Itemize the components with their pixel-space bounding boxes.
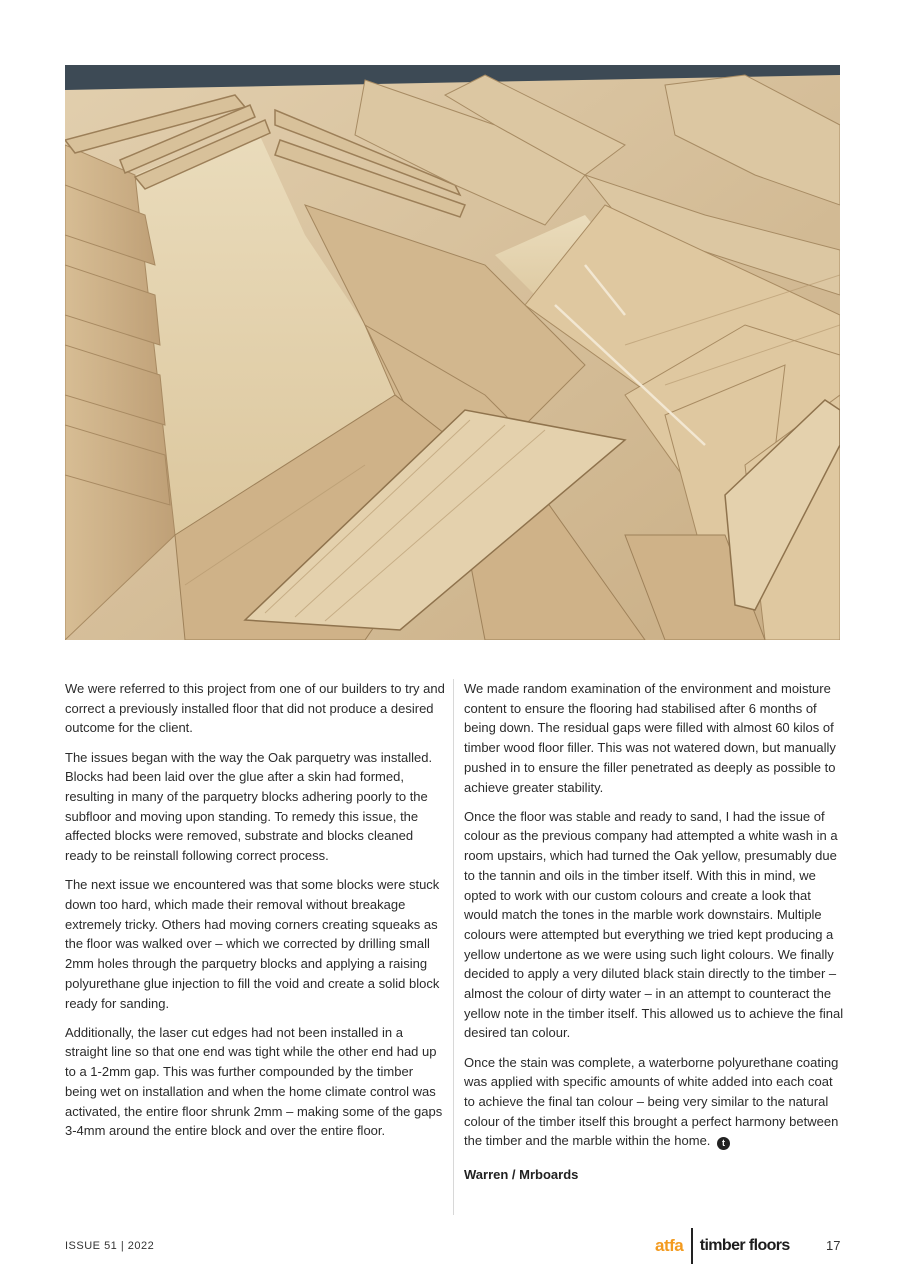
- column-divider: [453, 679, 454, 1215]
- timber-floors-logo-text: timber floors: [699, 1237, 790, 1254]
- article-paragraph-text: Once the stain was complete, a waterborne polyurethane coating was applied with specific amounts of white added into each coat to achieve the final tan colour – being very similar to the natural colour of the timber itself this brought a perfect harmony between the timber and the marble within the home.: [464, 1054, 839, 1149]
- page-number: 17: [826, 1238, 841, 1253]
- article-paragraph: The next issue we encountered was that some blocks were stuck down too hard, which made their removal without breakage extremely tricky. Others had moving corners creating squeaks as the floor was walked over – which we corrected by drilling small 2mm holes through the parquetry blocks and applying a raising polyurethane glue injection to fill the void and create a solid block ready for sanding.: [65, 877, 440, 1011]
- magazine-logo: [655, 1228, 790, 1264]
- floor-photo: [65, 65, 840, 640]
- end-mark-icon: t: [717, 1137, 730, 1150]
- article-paragraph: We made random examination of the environment and moisture content to ensure the flooring had stabilised after 6 months of being down. The residual gaps were filled with almost 60 kilos of timber wood floor filler. This was not watered down, but manually pushed in to ensure the filler penetrated as deeply as possible to achieve greater stability.: [464, 681, 836, 795]
- article-paragraph: We were referred to this project from one of our builders to try and correct a previously installed floor that did not produce a desired outcome for the client.: [65, 681, 445, 736]
- article-column-right: [464, 679, 846, 1194]
- issue-label: ISSUE 51 | 2022: [65, 1240, 155, 1252]
- article-column-left: [65, 679, 447, 1150]
- article-paragraph: Once the floor was stable and ready to sand, I had the issue of colour as the previous company had attempted a white wash in a room upstairs, which had turned the Oak yellow, presumably due to the tannin and oils in the timber itself. With this in mind, we opted to work with our custom colours and create a look that would match the tones in the marble work downstairs. Multiple colours were attempted but everything we tried kept producing a yellow undertone as we were using such light colours. We finally decided to apply a very diluted black stain directly to the timber – almost the colour of dirty water – in an attempt to counteract the yellow note in the timber itself. This allowed us to achieve the final desired tan colour.: [464, 808, 844, 1041]
- article-author: Warren / Mrboards: [464, 1167, 579, 1183]
- atfa-logo-text: atfa: [655, 1236, 684, 1255]
- article-paragraph: Additionally, the laser cut edges had not been installed in a straight line so that one end was tight while the other end had up to a 1-2mm gap. This was further compounded by the timber being wet on installation and when the home climate control was activated, the entire floor shrunk 2mm – making some of the gaps 3-4mm around the entire block and over the entire floor.: [65, 1024, 443, 1139]
- article-paragraph: The issues began with the way the Oak parquetry was installed. Blocks had been laid over the glue after a skin had formed, resulting in many of the parquetry blocks adhering poorly to the subfloor and moving upon standing. To remedy this issue, the affected blocks were removed, substrate and blocks cleaned ready to be reinstall following correct process.: [65, 749, 433, 864]
- parquetry-floor-image: [65, 65, 840, 640]
- logo-separator: [691, 1228, 693, 1264]
- article-paragraph-final: [464, 1053, 846, 1152]
